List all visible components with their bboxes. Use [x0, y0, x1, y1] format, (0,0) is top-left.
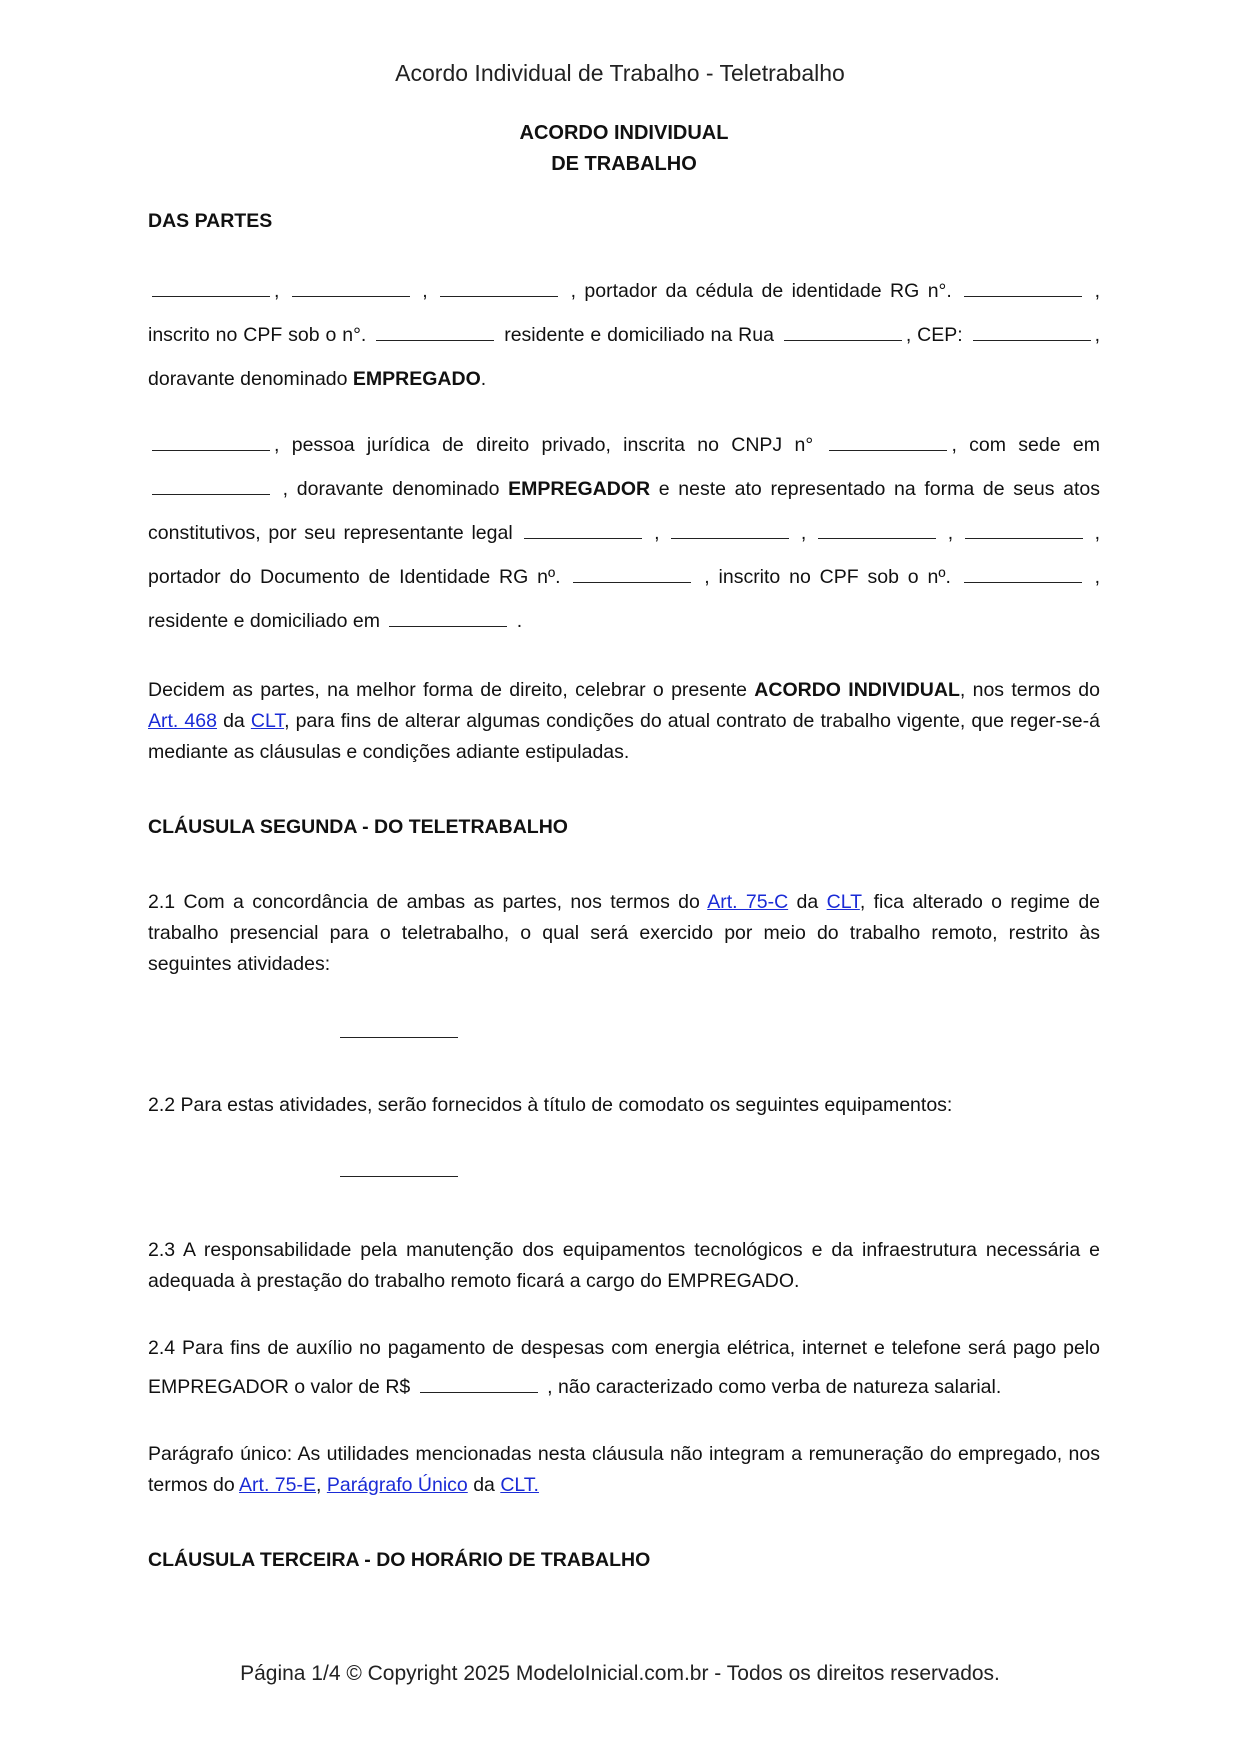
blank-field[interactable]	[973, 320, 1091, 341]
link-clt[interactable]: CLT	[826, 891, 860, 913]
link-clt[interactable]: CLT	[250, 710, 285, 732]
empregador-paragraph: , pessoa jurídica de direito privado, inscrita no CNPJ n° , com sede em , doravante denominado EMPREGADOR e neste ato representado na forma de seus atos constitutivos, por seu representante legal , , , , portador do Documento de Identidade RG nº. , inscrito no CPF sob o nº. , residente e domiciliado em .	[148, 423, 1100, 643]
section-heading-partes: DAS PARTES	[148, 210, 273, 232]
clause-2-3: 2.3 A responsabilidade pela manutenção dos equipamentos tecnológicos e da infraestrutura necessária e adequada à prestação do trabalho remoto ficará a cargo do EMPREGADO.	[148, 1239, 1100, 1292]
link-paragrafo-unico[interactable]: Parágrafo Único	[326, 1474, 468, 1496]
blank-field[interactable]	[292, 276, 410, 297]
decidem-paragraph: Decidem as partes, na melhor forma de direito, celebrar o presente ACORDO INDIVIDUAL, nos termos do Art. 468 da CLT, para fins de alterar algumas condições do atual contrato de trabalho vigente, que reger-se-á mediante as cláusulas e condições adiante estipuladas.	[148, 679, 1100, 763]
paragrafo-unico: Parágrafo único: As utilidades mencionadas nesta cláusula não integram a remuneração do empregado, nos termos do Art. 75-E, Parágrafo Único da CLT.	[148, 1443, 1100, 1496]
blank-field[interactable]	[389, 606, 507, 627]
empregado-paragraph: , , , portador da cédula de identidade RG n°. , inscrito no CPF sob o n°. residente e domiciliado na Rua , CEP: , doravante denominado EMPREGADO.	[148, 269, 1100, 401]
blank-field[interactable]	[573, 562, 691, 583]
blank-field[interactable]	[152, 474, 270, 495]
clause-2-4: 2.4 Para fins de auxílio no pagamento de despesas com energia elétrica, internet e telefone será pago pelo EMPREGADOR o valor de R$ , não caracterizado como verba de natureza salarial.	[148, 1337, 1100, 1398]
link-art-468[interactable]: Art. 468	[148, 710, 217, 732]
bold-acordo-individual: ACORDO INDIVIDUAL	[754, 679, 960, 701]
page-header-title: Acordo Individual de Trabalho - Teletrabalho	[395, 60, 845, 86]
document-title-line-2: DE TRABALHO	[551, 153, 697, 175]
blank-field[interactable]	[965, 518, 1083, 539]
link-art-75-e[interactable]: Art. 75-E	[239, 1474, 316, 1496]
section-heading-clausula-terceira: CLÁUSULA TERCEIRA - DO HORÁRIO DE TRABALHO	[148, 1549, 651, 1571]
clause-2-2: 2.2 Para estas atividades, serão fornecidos à título de comodato os seguintes equipamentos:	[148, 1094, 953, 1116]
document-body	[148, 118, 1100, 1576]
section-heading-clausula-segunda: CLÁUSULA SEGUNDA - DO TELETRABALHO	[148, 816, 568, 838]
blank-field[interactable]	[671, 518, 789, 539]
clause-2-1: 2.1 Com a concordância de ambas as partes, nos termos do Art. 75-C da CLT, fica alterado o regime de trabalho presencial para o teletrabalho, o qual será exercido por meio do trabalho remoto, restrito às seguintes atividades:	[148, 891, 1101, 975]
bold-empregador: EMPREGADOR	[508, 478, 651, 500]
link-clt[interactable]: CLT.	[500, 1474, 539, 1496]
page-footer: Página 1/4 © Copyright 2025 ModeloInicial.com.br - Todos os direitos reservados.	[240, 1662, 1000, 1685]
blank-field[interactable]	[818, 518, 936, 539]
blank-field[interactable]	[829, 430, 947, 451]
blank-field[interactable]	[784, 320, 902, 341]
blank-field[interactable]	[524, 518, 642, 539]
blank-field[interactable]	[152, 430, 270, 451]
blank-field[interactable]	[964, 276, 1082, 297]
blank-field[interactable]	[376, 320, 494, 341]
blank-field[interactable]	[152, 276, 270, 297]
link-art-75-c[interactable]: Art. 75-C	[707, 891, 789, 913]
blank-field[interactable]	[440, 276, 558, 297]
blank-field[interactable]	[964, 562, 1082, 583]
document-title-line-1: ACORDO INDIVIDUAL	[519, 122, 729, 144]
bold-empregado: EMPREGADO	[352, 368, 481, 390]
blank-field-valor[interactable]	[420, 1372, 538, 1393]
document-title	[148, 118, 1100, 180]
